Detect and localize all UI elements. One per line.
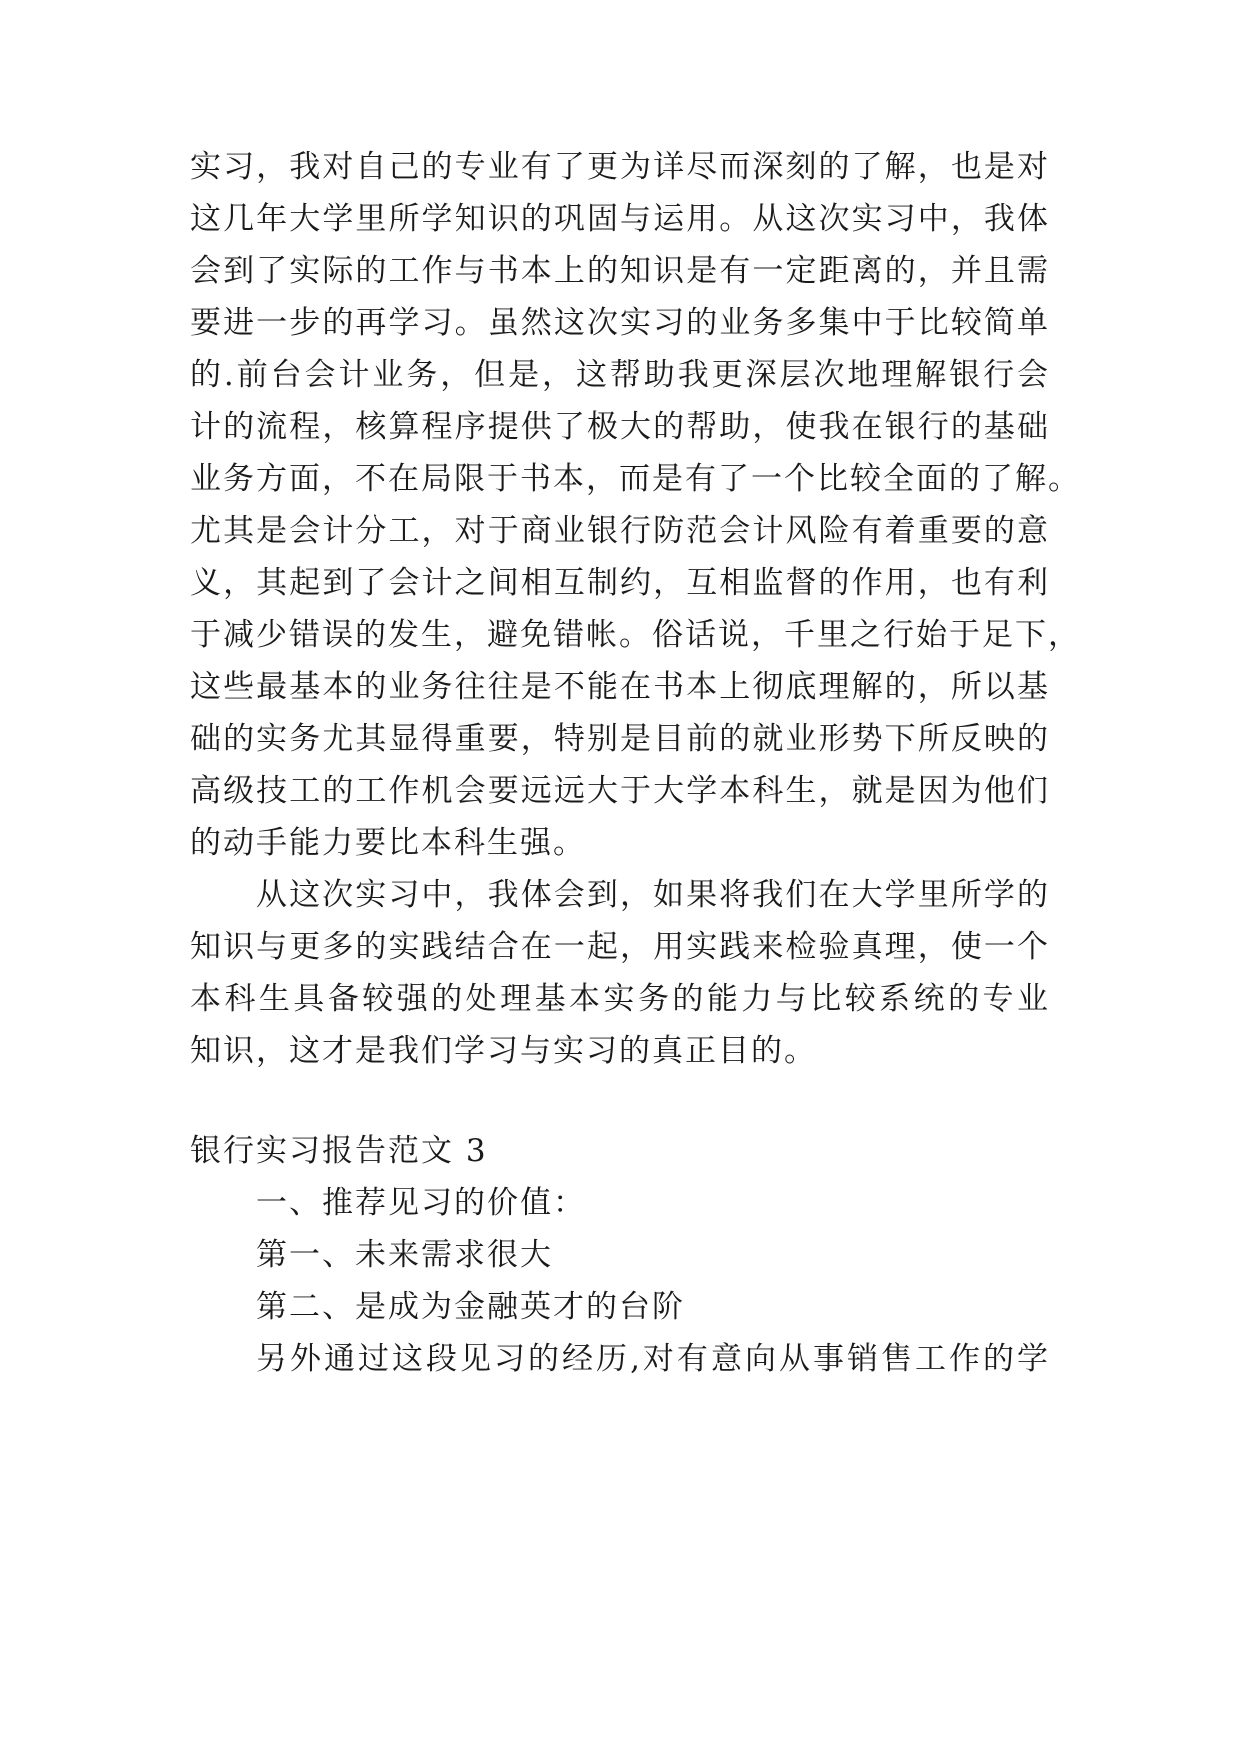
text-line: 这些最基本的业务往往是不能在书本上彻底理解的，所以基 (190, 669, 1050, 705)
text-line: 计的流程，核算程序提供了极大的帮助，使我在银行的基础 (190, 409, 1050, 445)
text-line: 要进一步的再学习。虽然这次实习的业务多集中于比较简单 (190, 305, 1050, 341)
text-line: 于减少错误的发生，避免错帐。俗话说，千里之行始于足下， (190, 617, 1081, 653)
text-line: 业务方面，不在局限于书本，而是有了一个比较全面的了解。 (190, 461, 1081, 497)
text-line: 这几年大学里所学知识的巩固与运用。从这次实习中，我体 (190, 201, 1050, 237)
text-line: 知识与更多的实践结合在一起，用实践来检验真理，使一个 (190, 929, 1050, 965)
text-line: 本科生具备较强的处理基本实务的能力与比较系统的专业 (190, 981, 1050, 1017)
text-line: 的动手能力要比本科生强。 (190, 825, 586, 861)
list-item: 一、推荐见习的价值： (256, 1185, 586, 1221)
text-line: 实习，我对自己的专业有了更为详尽而深刻的了解，也是对 (190, 149, 1050, 185)
list-item: 第一、未来需求很大 (256, 1237, 553, 1273)
section-title: 银行实习报告范文 3 (190, 1133, 488, 1169)
text-line: 知识，这才是我们学习与实习的真正目的。 (190, 1033, 817, 1069)
text-line: 高级技工的工作机会要远远大于大学本科生，就是因为他们 (190, 773, 1050, 809)
text-line: 义，其起到了会计之间相互制约，互相监督的作用，也有利 (190, 565, 1050, 601)
list-item: 另外通过这段见习的经历,对有意向从事销售工作的学 (256, 1341, 1050, 1377)
text-line: 从这次实习中，我体会到，如果将我们在大学里所学的 (256, 877, 1050, 913)
text-line: 的.前台会计业务，但是，这帮助我更深层次地理解银行会 (190, 357, 1050, 393)
text-line: 会到了实际的工作与书本上的知识是有一定距离的，并且需 (190, 253, 1050, 289)
text-line: 础的实务尤其显得重要，特别是目前的就业形势下所反映的 (190, 721, 1050, 757)
text-line: 尤其是会计分工，对于商业银行防范会计风险有着重要的意 (190, 513, 1050, 549)
list-item: 第二、是成为金融英才的台阶 (256, 1289, 685, 1325)
